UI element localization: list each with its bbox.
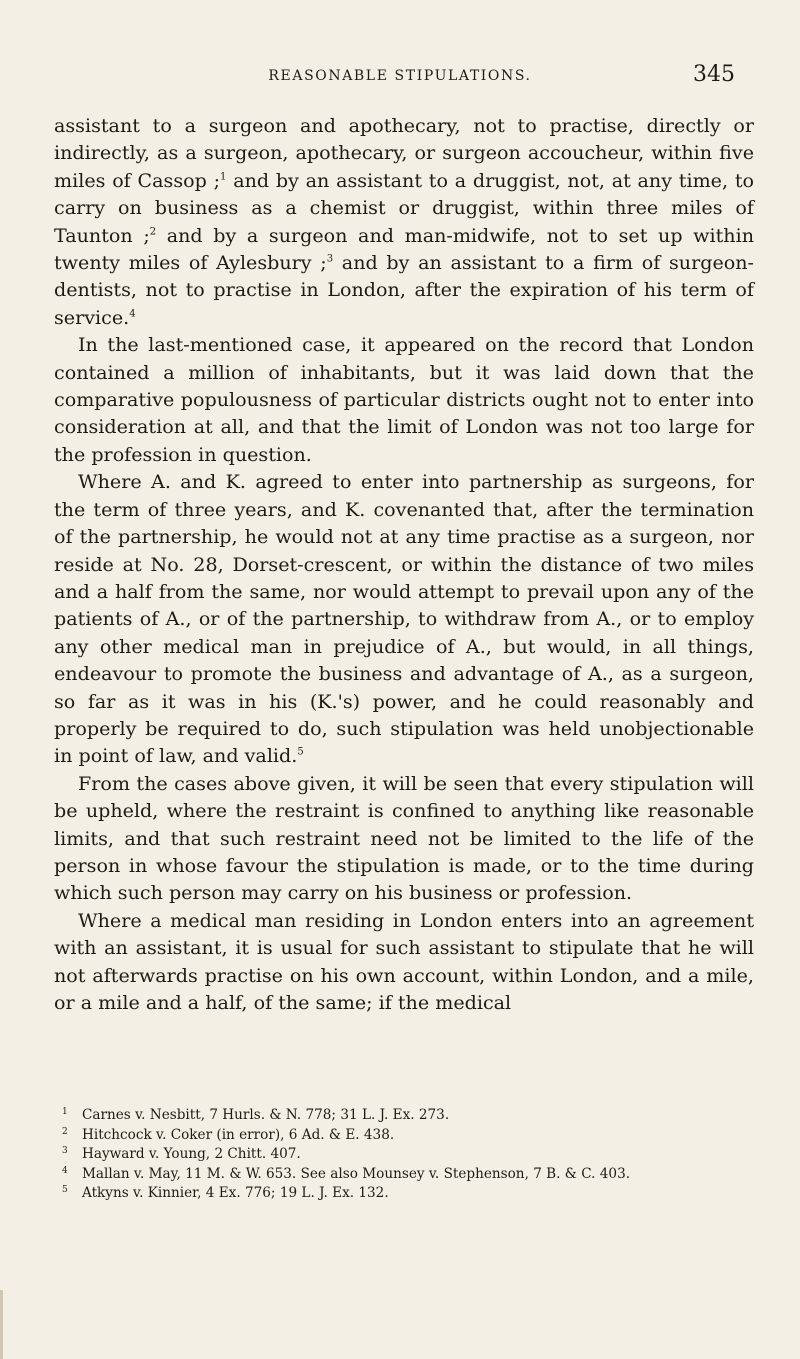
footnote bbox=[54, 1126, 754, 1146]
footnote-text: Hayward v. Young, 2 Chitt. 407. bbox=[82, 1146, 301, 1162]
footnote-ref: 2 bbox=[149, 226, 157, 238]
footnote-ref: 4 bbox=[129, 308, 136, 320]
paragraph-text: Where A. and K. agreed to enter into partnership as surgeons, for the term of three years, and K. covenanted that, after the termination of the partnership, he would not at any time practise as a surgeon, nor reside at No. 28, Dorset-crescent, or within the distance of two miles and a half from the same, nor would attempt to prevail upon any of the patients of A., or of the partnership, to withdraw from A., or to employ any other medical man in prejudice of A., but would, in all things, endeavour to promote the business and advantage of A., as a surgeon, so far as it was in his (K.'s) power, and he could reasonably and properly be required to do, such stipulation was held unobjectionable in point of law, and valid. bbox=[54, 470, 754, 768]
footnote-text: Carnes v. Nesbitt, 7 Hurls. & N. 778; 31 L. J. Ex. 273. bbox=[82, 1107, 450, 1123]
footnote-number: 4 bbox=[62, 1165, 68, 1176]
footnote-text: Mallan v. May, 11 M. & W. 653. See also Mounsey v. Stephenson, 7 B. & C. 403. bbox=[82, 1165, 631, 1182]
footnote-ref: 5 bbox=[297, 746, 304, 758]
footnote bbox=[54, 1184, 754, 1204]
page-header bbox=[0, 62, 800, 92]
body-text bbox=[54, 112, 754, 1016]
footnote bbox=[54, 1145, 754, 1165]
footnote-number: 5 bbox=[62, 1185, 68, 1195]
footnote bbox=[54, 1106, 754, 1126]
paragraph-text: From the cases above given, it will be seen that every stipulation will be upheld, where the restraint is confined to anything like reasonable limits, and that such restraint need not be limited to the life of the person in whose favour the stipulation is made, or to the time during which such person may carry on his business or profession. bbox=[54, 771, 754, 905]
paragraph bbox=[54, 770, 754, 907]
footnote-text: Hitchcock v. Coker (in error), 6 Ad. & E. 438. bbox=[82, 1126, 395, 1143]
footnote-number: 1 bbox=[62, 1107, 68, 1117]
footnote-number: 2 bbox=[62, 1126, 68, 1137]
page-edge-shadow bbox=[0, 1290, 3, 1359]
paragraph bbox=[54, 331, 754, 468]
footnotes bbox=[54, 1106, 754, 1204]
paragraph-text: and by an assistant to a firm of surgeon-dentists, not to practise in London, after the expiration of his term of service. bbox=[54, 251, 754, 329]
footnote-ref: 3 bbox=[326, 253, 334, 265]
footnote-ref: 1 bbox=[220, 171, 227, 183]
paragraph-text: Where a medical man residing in London enters into an agreement with an assistant, it is usual for such assistant to stipulate that he will not afterwards practise on his own account, within London, and a mile, or a mile and a half, of the same; if the medical bbox=[54, 908, 754, 1014]
paragraph-text: assistant to a surgeon and apothecary, not to practise, directly or indirectly, as a surgeon, apothecary, or surgeon accoucheur, within five miles of Cassop ; bbox=[54, 114, 754, 192]
page-number: 345 bbox=[693, 62, 735, 87]
paragraph bbox=[54, 907, 754, 1017]
running-head: REASONABLE STIPULATIONS. bbox=[268, 68, 532, 84]
footnote-text: Atkyns v. Kinnier, 4 Ex. 776; 19 L. J. Ex. 132. bbox=[82, 1185, 389, 1201]
paragraph bbox=[54, 112, 754, 331]
paragraph bbox=[54, 468, 754, 769]
paragraph-text: and by a surgeon and man-midwife, not to set up within twenty miles of Aylesbury ; bbox=[54, 223, 754, 275]
footnote-number: 3 bbox=[62, 1146, 68, 1156]
footnote bbox=[54, 1165, 754, 1185]
paragraph-text: and by an assistant to a druggist, not, at any time, to carry on business as a chemist or druggist, within three miles of Taunton ; bbox=[54, 168, 754, 247]
paragraph-text: In the last-mentioned case, it appeared on the record that London contained a million of inhabitants, but it was laid down that the comparative populousness of particular districts ought not to enter into consideration at all, and that the limit of London was not too large for the profession in question. bbox=[54, 333, 754, 466]
